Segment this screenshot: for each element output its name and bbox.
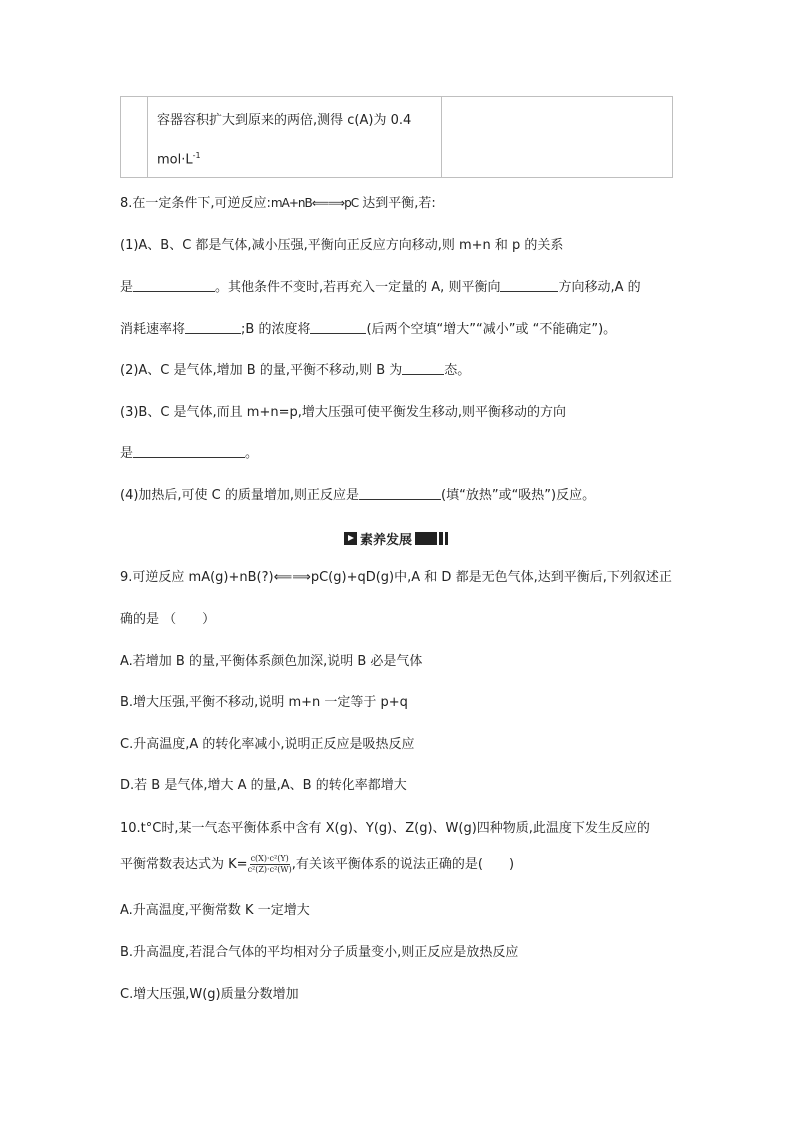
answer-blank[interactable] <box>133 279 215 292</box>
q9-option-c: C.升高温度,A 的转化率减小,说明正反应是吸热反应 <box>120 737 415 752</box>
table-fragment <box>120 96 673 178</box>
answer-blank[interactable] <box>310 321 366 334</box>
section-header <box>344 530 450 546</box>
q10-option-b: B.升高温度,若混合气体的平均相对分子质量变小,则正反应是放热反应 <box>120 945 519 960</box>
answer-blank[interactable] <box>402 362 444 375</box>
answer-blank[interactable] <box>359 487 441 500</box>
q9-option-d: D.若 B 是气体,增大 A 的量,A、B 的转化率都增大 <box>120 778 407 793</box>
q9-stem-line2: 确的是 （ ） <box>120 612 216 627</box>
play-icon <box>344 532 357 545</box>
q10-stem-line1: 10.t°C时,某一气态平衡体系中含有 X(g)、Y(g)、Z(g)、W(g)四种物质,此温度下发生反应的 <box>120 821 650 836</box>
q9-option-b: B.增大压强,平衡不移动,说明 m+n 一定等于 p+q <box>120 695 408 710</box>
q8-part1-line1: (1)A、B、C 都是气体,减小压强,平衡向正反应方向移动,则 m+n 和 p 的关系 <box>120 238 564 253</box>
answer-blank[interactable] <box>500 279 558 292</box>
q9-option-a: A.若增加 B 的量,平衡体系颜色加深,说明 B 必是气体 <box>120 654 423 669</box>
q10-option-a: A.升高温度,平衡常数 K 一定增大 <box>120 903 310 918</box>
table-cell-line2: $mol\cdot L^{-1}$ <box>157 151 201 168</box>
answer-blank[interactable] <box>133 445 245 458</box>
q8-part1-line2: 是 。其他条件不变时,若再充入一定量的 A, 则平衡向 方向移动,A 的 <box>120 280 641 295</box>
table-divider-2 <box>441 97 442 177</box>
table-divider-1 <box>147 97 148 177</box>
q8-stem: 8.在一定条件下,可逆反应:mA+nB⟸⟹pC 达到平衡,若: <box>120 196 436 211</box>
q10-option-c: C.增大压强,W(g)质量分数增加 <box>120 987 299 1002</box>
q8-part2: (2)A、C 是气体,增加 B 的量,平衡不移动,则 B 为 态。 <box>120 363 471 378</box>
table-cell-line1: 容器容积扩大到原来的两倍,测得 c(A)为 0.4 <box>157 113 412 128</box>
q8-part3-line1: (3)B、C 是气体,而且 m+n=p,增大压强可使平衡发生移动,则平衡移动的方向 <box>120 405 567 420</box>
section-title: 素养发展 <box>360 532 413 548</box>
q8-part3-line2: 是 。 <box>120 446 259 461</box>
bars-icon <box>415 532 450 545</box>
equilibrium-fraction: $\frac{\text{c(X)·c²(Y)}}{\text{c²(Z)·c²(W)}}$ <box>247 854 292 874</box>
q8-part1-line3: 消耗速率将 ;B 的浓度将 (后两个空填“增大”“减小”或 “不能确定”)。 <box>120 322 617 337</box>
q8-part4: (4)加热后,可使 C 的质量增加,则正反应是 (填“放热”或“吸热”)反应。 <box>120 488 596 503</box>
q9-stem-line1: 9.可逆反应 mA(g)+nB(?)⟸⟹pC(g)+qD(g)中,A 和 D 都是无色气体,达到平衡后,下列叙述正 <box>120 570 672 585</box>
q10-stem-line2: 平衡常数表达式为 K= $\frac{\text{c(X)·c²(Y)}}{\text{c²(Z)·c²(W)}}$ ,有关该平衡体系的说法正确的是( ) <box>120 854 515 874</box>
answer-blank[interactable] <box>185 321 241 334</box>
